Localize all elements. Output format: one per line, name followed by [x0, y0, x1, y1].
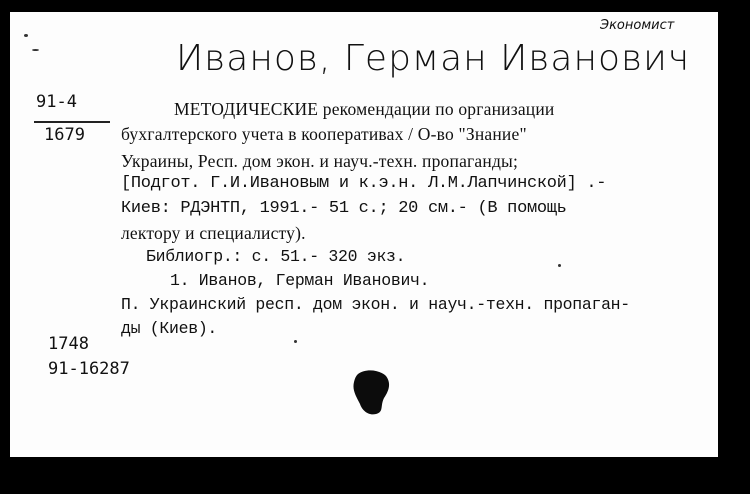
call-number-second: 1679 [44, 125, 85, 145]
description-line: МЕТОДИЧЕСКИЕ рекомендации по организации [174, 99, 555, 119]
call-number-bottom: 1748 [48, 334, 89, 354]
speck [294, 340, 297, 343]
description-line: бухгалтерского учета в кооперативах / О-во "Знание" [121, 124, 527, 144]
catalog-card [10, 12, 718, 457]
description-line: Украины, Респ. дом экон. и науч.-техн. пропаганды; [121, 151, 519, 171]
ink-blot [350, 368, 392, 416]
call-number-top: 91-4 [36, 92, 77, 112]
handwritten-note: Экономист [600, 18, 675, 33]
speck [24, 34, 28, 37]
description-line: [Подгот. Г.И.Ивановым и к.э.н. Л.М.Лапчинской] .- [121, 174, 607, 193]
bibliography-line: Библиогр.: с. 51.- 320 экз. [146, 247, 406, 266]
added-entry-line: 1. Иванов, Герман Иванович. [170, 271, 430, 290]
speck [558, 264, 561, 267]
added-entry-line: П. Украинский респ. дом экон. и науч.-техн. пропаган- [121, 295, 630, 314]
speck [32, 49, 39, 51]
inventory-number: 91-16287 [48, 359, 130, 379]
call-number-rule [34, 121, 110, 123]
handwritten-heading: Иванов, Герман Иванович [176, 38, 691, 79]
added-entry-line: ды (Киев). [121, 319, 218, 338]
description-line: Киев: РДЭНТП, 1991.- 51 с.; 20 см.- (В помощь [121, 199, 567, 218]
description-line: лектору и специалисту). [121, 223, 306, 243]
